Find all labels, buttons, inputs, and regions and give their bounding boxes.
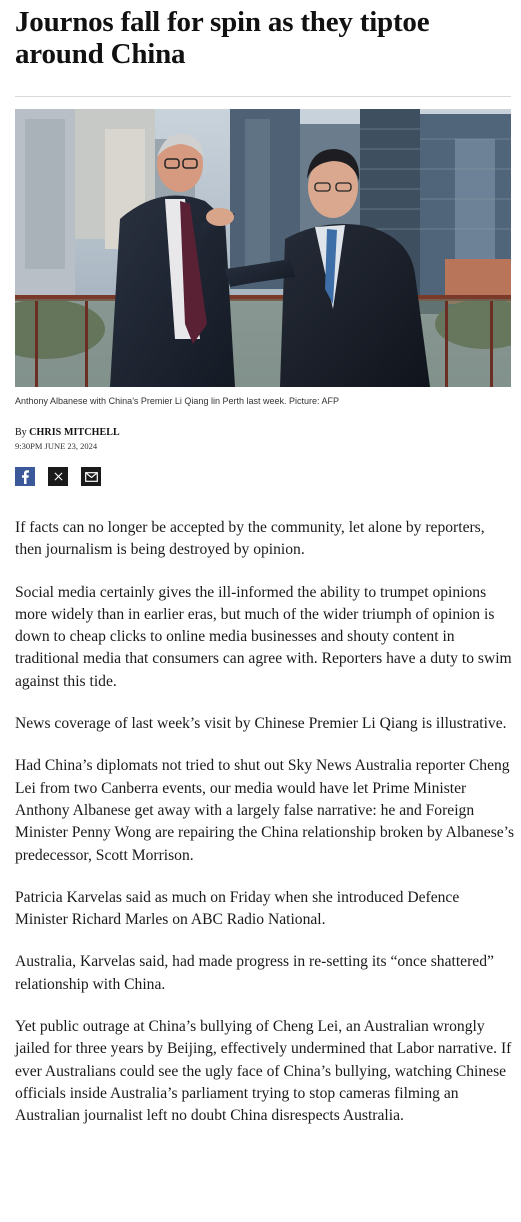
- article-paragraph: News coverage of last week’s visit by Chinese Premier Li Qiang is illustrative.: [15, 715, 507, 733]
- publish-date: 9:30PM JUNE 23, 2024: [15, 441, 98, 451]
- article-paragraph: Yet public outrage at China’s bullying of Cheng Lei, an Australian wrongly jailed for three years by Beijing, effectively undermined that Labor narrative. If ever Australians could see the ugly face of China’s bullying, watching Chinese officials inside Australia’s parliament trying to stop cameras filming an Australian journalist left no doubt China disrespects Australia.: [15, 1018, 512, 1125]
- byline: [15, 427, 120, 439]
- article-photo[interactable]: [15, 109, 511, 387]
- byline-prefix: By: [15, 427, 27, 438]
- article-paragraph: Australia, Karvelas said, had made progress in re-setting its “once shattered” relationship with China.: [15, 953, 494, 993]
- photo-caption: Anthony Albanese with China’s Premier Li Qiang lin Perth last week. Picture: AFP: [15, 396, 339, 406]
- article-paragraph: Patricia Karvelas said as much on Friday when she introduced Defence Minister Richard Marles on ABC Radio National.: [15, 888, 460, 929]
- article-headline: Journos fall for spin as they tiptoe around China: [15, 6, 430, 70]
- email-share-button[interactable]: [81, 467, 101, 486]
- share-bar: [15, 467, 101, 487]
- article-paragraph: If facts can no longer be accepted by the community, let alone by reporters, then journalism is being destroyed by opinion.: [15, 519, 485, 559]
- article-body: [15, 517, 515, 1148]
- article-paragraph: Had China’s diplomats not tried to shut out Sky News Australia reporter Cheng Lei from two Canberra events, our media would have let Prime Minister Anthony Albanese get away with a largely false narrative: he and Foreign Minister Penny Wong are repairing the China relationship broken by Albanese’s predecessor, Scott Morrison.: [15, 757, 515, 864]
- facebook-share-button[interactable]: [15, 467, 35, 486]
- article-paragraph: Social media certainly gives the ill-informed the ability to trumpet opinions more widely than in earlier eras, but much of the wider triumph of opinion is down to cheap clicks to online media businesses and shouty content in traditional media that consumers can agree with. Reporters have a duty to swim against this tide.: [15, 583, 512, 690]
- photo-illustration: [15, 109, 511, 387]
- headline-divider: [15, 96, 511, 97]
- author-link[interactable]: CHRIS MITCHELL: [29, 427, 120, 438]
- facebook-icon: [20, 470, 30, 484]
- x-share-button[interactable]: [48, 467, 68, 486]
- x-icon: [54, 472, 63, 481]
- email-icon: [85, 472, 98, 482]
